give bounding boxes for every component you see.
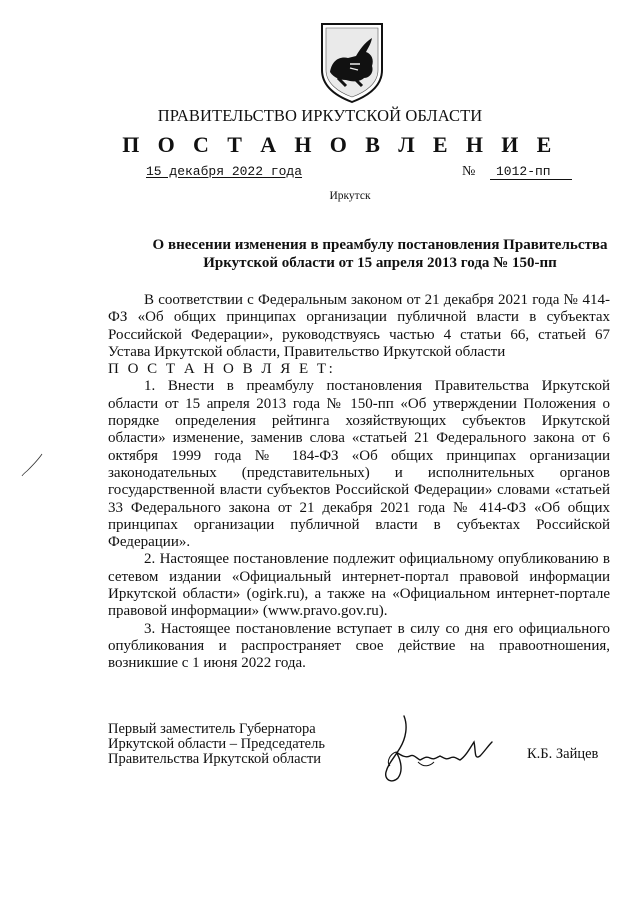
coat-of-arms-emblem — [316, 20, 388, 104]
signer-position — [108, 722, 325, 767]
document-title — [150, 236, 610, 272]
number-sign: № — [462, 164, 476, 179]
document-date: 15 декабря 2022 года — [146, 164, 303, 179]
signer-name: К.Б. Зайцев — [527, 746, 599, 762]
preamble-paragraph: В соответствии с Федеральным законом от 21 декабря 2021 года № 414-ФЗ «Об общих принципах организации публичной власти в субъектах Российской Федерации», руководствуясь частью 4 статьи 66, статьей 67 Устава Иркутской области, Правительство Иркутской области — [108, 292, 610, 360]
document-type: П О С Т А Н О В Л Е Н И Е — [122, 132, 558, 157]
item-1-paragraph: 1. Внести в преамбулу постановления Правительства Иркутской области от 15 апреля 2013 года № 150-пп «Об утверждении Положения о порядке определения рейтинга хозяйствующих субъектов Иркутской области» изменение, заменив слова «статьей 21 Федерального закона от 6 октября 1999 года № 184-ФЗ «Об общих принципах организации законодательных (представительных) и исполнительных органов государственной власти субъектов Российской Федерации» словами «статьей 33 Федерального закона от 21 декабря 2021 года № 414-ФЗ «Об общих принципах организации публичной власти в субъектах Российской Федерации». — [108, 378, 610, 551]
title-line-2: Иркутской области от 15 апреля 2013 года № 150-пп — [203, 255, 557, 271]
item-3-paragraph: 3. Настоящее постановление вступает в силу со дня его официального опубликования и распространяет свое действие на правоотношения, возникшие с 1 июня 2022 года. — [108, 620, 610, 672]
signer-position-line-3: Правительства Иркутской области — [108, 751, 322, 767]
government-name: ПРАВИТЕЛЬСТВО ИРКУТСКОЙ ОБЛАСТИ — [157, 106, 483, 125]
document-city: Иркутск — [329, 190, 371, 202]
document-number: 1012-пп — [490, 164, 572, 180]
resolves-heading: П О С Т А Н О В Л Я Е Т: — [108, 361, 336, 378]
signer-position-line-1: Первый заместитель Губернатора — [108, 721, 316, 737]
document-body — [108, 292, 610, 673]
signer-position-line-2: Иркутской области – Председатель — [108, 736, 325, 752]
margin-pen-mark — [20, 452, 44, 482]
title-line-1: О внесении изменения в преамбулу постановления Правительства — [152, 237, 608, 253]
item-2-paragraph: 2. Настоящее постановление подлежит официальному опубликованию в сетевом издании «Официальный интернет-портал правовой информации Иркутской области» (ogirk.ru), а также на «Официальном интернет-портале правовой информации» (www.pravo.gov.ru). — [108, 551, 610, 620]
handwritten-signature — [378, 712, 496, 792]
